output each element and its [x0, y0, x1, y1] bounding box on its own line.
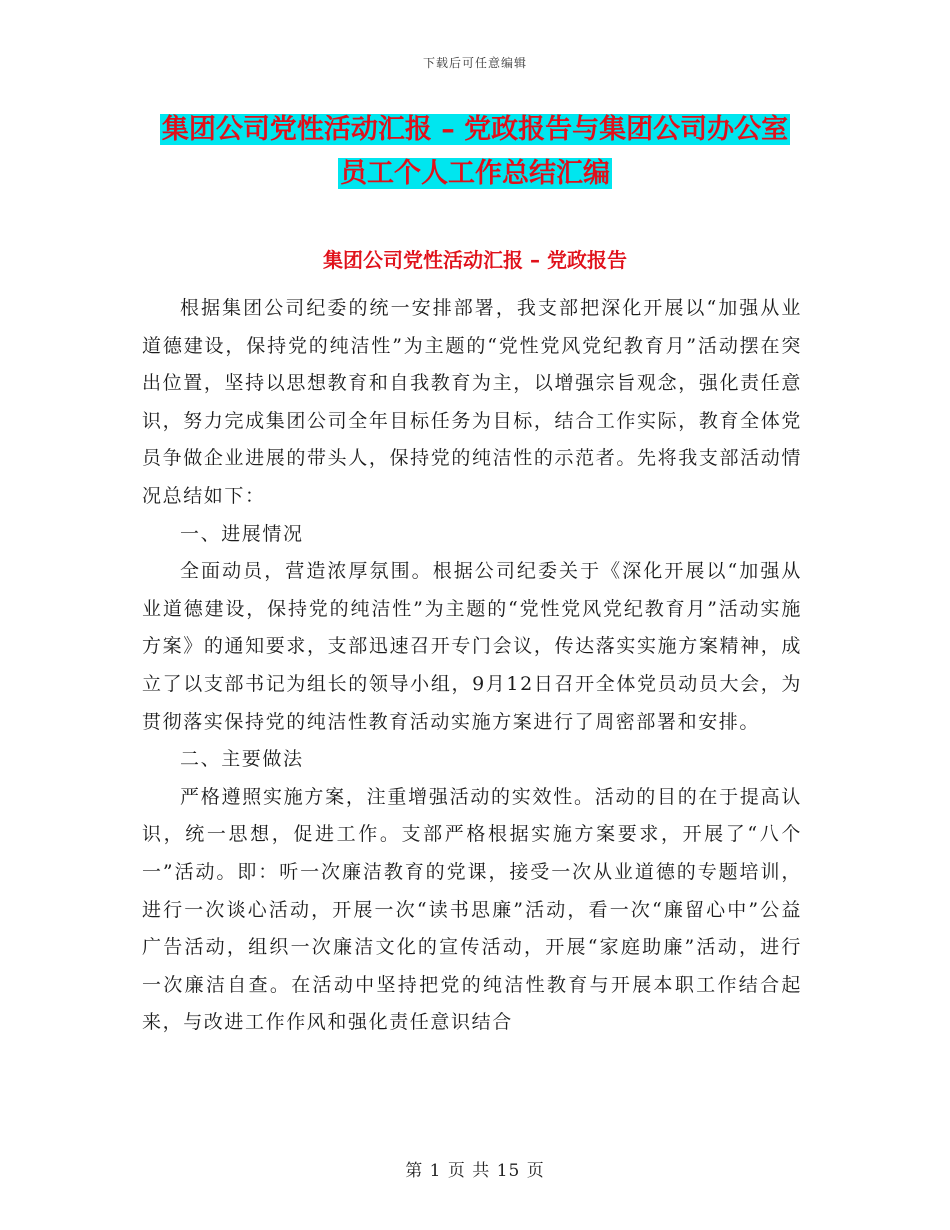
paragraph-intro: 根据集团公司纪委的统一安排部署，我支部把深化开展以“加强从业道德建设，保持党的纯洁性”为主题的“党性党风党纪教育月”活动摆在突出位置，坚持以思想教育和自我教育为主，以增强宗旨观念，强化责任意识，努力完成集团公司全年目标任务为目标，结合工作实际，教育全体党员争做企业进展的带头人，保持党的纯洁性的示范者。先将我支部活动情况总结如下： [142, 297, 802, 507]
document-title-line-2 [0, 152, 950, 196]
document-title-line-1-text: 集团公司党性活动汇报 – 党政报告与集团公司办公室 [161, 114, 789, 145]
paragraph-progress: 全面动员，营造浓厚氛围。根据公司纪委关于《深化开展以“加强从业道德建设，保持党的纯洁性”为主题的“党性党风党纪教育月”活动实施方案》的通知要求，支部迅速召开专门会议，传达落实实施方案精神，成立了以支部书记为组长的领导小组，9月12日召开全体党员动员大会，为贯彻落实保持党的纯洁性教育活动实施方案进行了周密部署和安排。 [142, 560, 802, 733]
body-text [142, 290, 802, 1042]
page-footer: 第 1 页 共 15 页 [405, 1161, 545, 1181]
document-title-line-1 [0, 108, 950, 152]
heading-methods: 二、主要做法 [180, 748, 304, 771]
section-title: 集团公司党性活动汇报 – 党政报告 [323, 248, 627, 272]
heading-progress: 一、进展情况 [180, 522, 304, 545]
paragraph-methods: 严格遵照实施方案，注重增强活动的实效性。活动的目的在于提高认识，统一思想，促进工作。支部严格根据实施方案要求，开展了“八个一”活动。即：听一次廉洁教育的党课，接受一次从业道德的专题培训，进行一次谈心活动，开展一次“读书思廉”活动，看一次“廉留心中”公益广告活动，组织一次廉洁文化的宣传活动，开展“家庭助廉”活动，进行一次廉洁自查。在活动中坚持把党的纯洁性教育与开展本职工作结合起来，与改进工作作风和强化责任意识结合 [142, 785, 802, 1034]
header-note: 下载后可任意编辑 [422, 56, 527, 70]
document-title-line-2-text: 员工个人工作总结汇编 [340, 158, 610, 189]
